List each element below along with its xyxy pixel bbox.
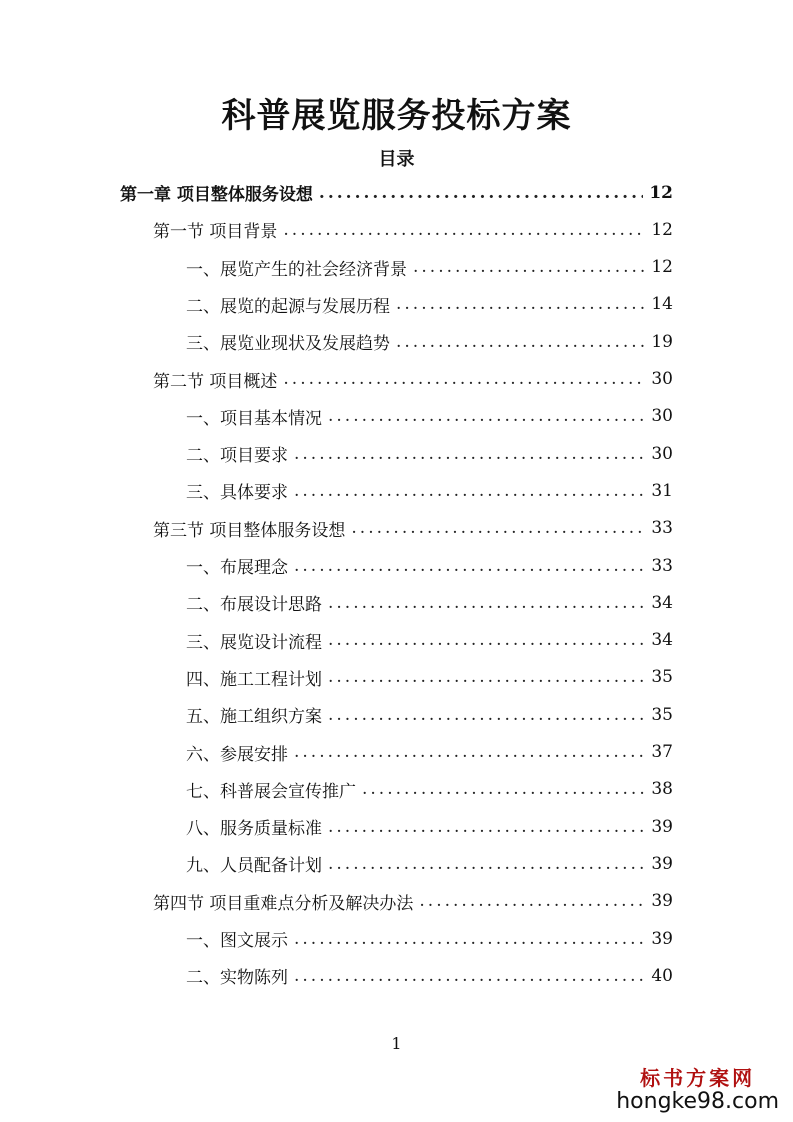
toc-entry[interactable] xyxy=(186,696,673,733)
toc-dot-leader xyxy=(419,891,645,911)
toc-entry-label: 二、实物陈列 xyxy=(186,968,288,989)
toc-dot-leader xyxy=(294,929,645,949)
toc-entry[interactable] xyxy=(186,547,673,584)
toc-dot-leader xyxy=(283,220,645,240)
toc-entry[interactable] xyxy=(186,472,673,509)
toc-dot-leader xyxy=(294,481,645,501)
toc-entry-page: 14 xyxy=(651,294,673,315)
toc-entry-page: 39 xyxy=(651,928,673,949)
toc-entry-page: 35 xyxy=(651,667,673,688)
toc-entry-label: 一、布展理念 xyxy=(186,558,288,578)
toc-entry-label: 第二节 项目概述 xyxy=(153,371,278,392)
toc-dot-leader xyxy=(328,406,645,426)
toc-entry-page: 30 xyxy=(651,369,673,389)
toc-entry-label: 第一节 项目背景 xyxy=(153,222,278,243)
toc-entry[interactable] xyxy=(186,957,673,994)
toc-entry-page: 12 xyxy=(651,257,673,278)
toc-entry-page: 35 xyxy=(651,704,673,725)
toc-entry-page: 30 xyxy=(651,406,673,427)
toc-entry[interactable] xyxy=(153,510,673,547)
toc-entry-label: 一、展览产生的社会经济背景 xyxy=(186,259,407,280)
toc-entry[interactable] xyxy=(153,883,673,920)
toc-entry-page: 19 xyxy=(651,331,673,352)
toc-entry-label: 三、展览业现状及发展趋势 xyxy=(186,334,390,355)
toc-entry[interactable] xyxy=(186,845,673,882)
toc-dot-leader xyxy=(413,257,645,277)
watermark-url: hongke98.com xyxy=(616,1089,779,1114)
toc-heading: 目录 xyxy=(378,149,415,170)
toc-dot-leader xyxy=(328,667,645,687)
toc-entry[interactable] xyxy=(186,622,673,659)
toc-entry-label: 二、布展设计思路 xyxy=(186,595,322,616)
page-number: 1 xyxy=(391,1034,402,1053)
toc-entry-label: 六、参展安排 xyxy=(186,744,288,765)
toc-dot-leader xyxy=(328,817,645,837)
toc-entry-label: 九、人员配备计划 xyxy=(186,856,322,877)
watermark-logo xyxy=(616,1062,779,1114)
toc-dot-leader xyxy=(294,444,645,464)
toc-entry[interactable] xyxy=(186,734,673,771)
toc-dot-leader xyxy=(328,854,645,874)
toc-entry[interactable] xyxy=(186,808,673,845)
toc-entry[interactable] xyxy=(186,398,673,435)
toc-entry[interactable] xyxy=(186,920,673,957)
toc-dot-leader xyxy=(351,518,645,538)
toc-entry-label: 二、项目要求 xyxy=(186,446,288,467)
toc-entry[interactable] xyxy=(186,771,673,808)
toc-entry-page: 39 xyxy=(651,853,673,874)
toc-entry[interactable] xyxy=(120,174,673,211)
toc-entry-page: 30 xyxy=(651,443,673,464)
toc-dot-leader xyxy=(283,369,645,389)
toc-entry-page: 40 xyxy=(651,965,673,986)
toc-entry[interactable] xyxy=(186,435,673,472)
toc-entry-page: 39 xyxy=(651,816,673,837)
toc-entry-label: 一、图文展示 xyxy=(186,931,288,951)
toc-entry-page: 33 xyxy=(651,555,673,576)
toc-entry[interactable] xyxy=(186,249,673,286)
toc-entry-page: 33 xyxy=(651,518,673,539)
toc-entry-label: 七、科普展会宣传推广 xyxy=(186,781,356,802)
document-title: 科普展览服务投标方案 xyxy=(221,96,572,136)
toc-dot-leader xyxy=(328,705,645,725)
toc-entry-label: 第三节 项目整体服务设想 xyxy=(153,520,346,541)
toc-entry-page: 34 xyxy=(651,630,673,651)
toc-entry-label: 第四节 项目重难点分析及解决办法 xyxy=(153,893,414,914)
toc-dot-leader xyxy=(319,183,643,203)
toc-dot-leader xyxy=(362,779,645,799)
toc-entry-label: 八、服务质量标准 xyxy=(186,819,322,840)
toc-dot-leader xyxy=(294,556,645,576)
watermark-site-name: 标书方案网 xyxy=(640,1066,756,1090)
toc-entry[interactable] xyxy=(186,286,673,323)
toc-entry-page: 37 xyxy=(651,742,673,762)
toc-dot-leader xyxy=(328,630,645,650)
toc-entry-label: 三、展览设计流程 xyxy=(186,632,322,653)
toc-entry-label: 五、施工组织方案 xyxy=(186,707,322,728)
toc-entry-page: 39 xyxy=(651,891,673,912)
toc-entry-label: 第一章 项目整体服务设想 xyxy=(120,185,313,205)
toc-dot-leader xyxy=(294,966,645,986)
toc-entry[interactable] xyxy=(186,659,673,696)
toc-entry-page: 38 xyxy=(651,779,673,800)
toc-dot-leader xyxy=(396,294,645,314)
toc-entry-page: 12 xyxy=(649,182,673,203)
toc-entry[interactable] xyxy=(186,584,673,621)
toc-entry-label: 二、展览的起源与发展历程 xyxy=(186,296,390,317)
toc-entry[interactable] xyxy=(153,211,673,248)
toc-dot-leader xyxy=(294,742,645,762)
toc-entry-label: 四、施工工程计划 xyxy=(186,669,322,690)
toc-dot-leader xyxy=(328,593,645,613)
toc-entry[interactable] xyxy=(186,323,673,360)
toc-entry-page: 12 xyxy=(651,219,673,240)
toc-entry[interactable] xyxy=(153,361,673,398)
toc-entry-label: 三、具体要求 xyxy=(186,483,288,504)
toc-dot-leader xyxy=(396,332,645,352)
toc-entry-label: 一、项目基本情况 xyxy=(186,408,322,429)
toc-entry-page: 34 xyxy=(651,592,673,613)
toc-entry-page: 31 xyxy=(651,480,673,501)
